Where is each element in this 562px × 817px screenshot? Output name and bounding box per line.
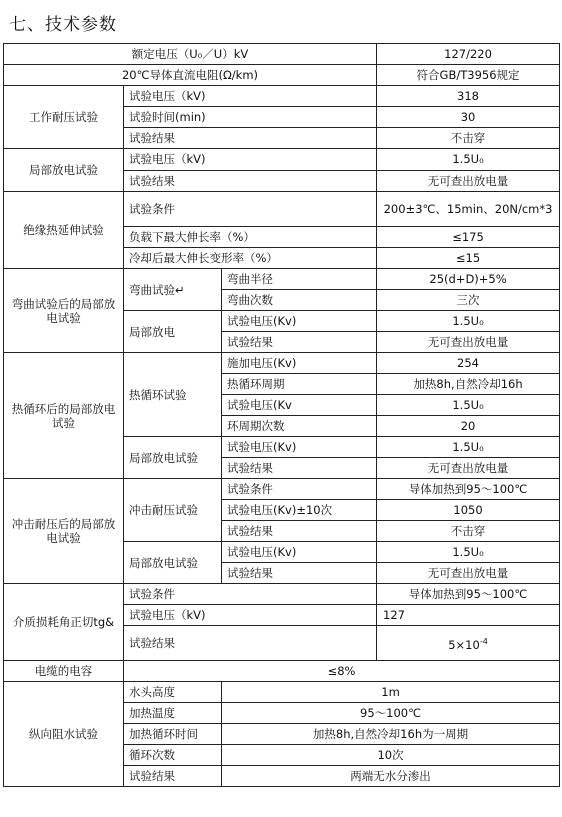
cell-label: 弯曲次数 [222,290,377,311]
cell-label: 试验结果 [222,332,377,353]
cell-value: 无可查出放电量 [377,458,560,479]
capacitance-label: 电缆的电容 [4,661,124,682]
table-row [4,86,560,107]
cell-value: 30 [377,107,560,128]
cell-label: 试验时间(min) [124,107,377,128]
cell-value: 无可查出放电量 [377,332,560,353]
cell-label: 环周期次数 [222,416,377,437]
cell-label: 试验电压（kV) [124,605,377,626]
partial-discharge-title: 局部放电试验 [4,149,124,192]
dielectric-result-value [377,626,560,661]
cell-label: 试验条件 [222,479,377,500]
cell-label: 试验结果 [222,458,377,479]
cell-label: 冷却后最大伸长变形率（%） [124,248,377,269]
table-row [4,479,560,500]
pd-label: 局部放电试验 [124,437,222,479]
pd-label: 局部放电 [124,311,222,353]
cell-label: 加热循环时间 [124,724,222,745]
cell-value: ≤175 [377,227,560,248]
heat-cycle-title: 热循环后的局部放电试验 [4,353,124,479]
cell-label: 试验结果 [124,626,377,661]
rated-voltage-value: 127/220 [377,44,560,65]
impulse-test-label: 冲击耐压试验 [124,479,222,542]
table-row [4,192,560,227]
cell-value: 95～100℃ [222,703,560,724]
cell-value: 1050 [377,500,560,521]
cell-label: 循环次数 [124,745,222,766]
table-row [4,44,560,65]
rated-voltage-label: 额定电压（U₀／U）kV [4,44,377,65]
table-row [4,682,560,703]
cell-label: 加热温度 [124,703,222,724]
spec-table [3,43,560,787]
dc-resistance-label: 20℃导体直流电阻(Ω/km) [4,65,377,86]
cell-label: 试验电压（kV) [124,149,377,171]
hot-set-title: 绝缘热延伸试验 [4,192,124,269]
result-base: 5×10 [448,637,480,652]
cell-value: 1.5U₀ [377,542,560,563]
table-row [4,269,560,290]
cell-value: 20 [377,416,560,437]
cell-value: 1.5U₀ [377,395,560,416]
cell-label: 试验电压(Kv) [222,437,377,458]
cell-value: 1.5U₀ [377,311,560,332]
impulse-title: 冲击耐压后的局部放电试验 [4,479,124,584]
result-exponent: -4 [479,636,488,646]
cell-value: 1m [222,682,560,703]
dielectric-title: 介质损耗角正切tg& [4,584,124,661]
cell-label: 试验结果 [222,563,377,584]
cell-label: 试验结果 [124,170,377,192]
bending-title: 弯曲试验后的局部放电试验 [4,269,124,353]
cell-value: 127 [377,605,560,626]
cell-value: 1.5U₀ [377,437,560,458]
cell-value: 254 [377,353,560,374]
pd-label: 局部放电试验 [124,542,222,584]
table-row [4,353,560,374]
cell-label: 水头高度 [124,682,222,703]
capacitance-value: ≤8% [124,661,560,682]
cell-value: 加热8h,自然冷却16h [377,374,560,395]
table-row [4,661,560,682]
cell-label: 试验结果 [124,766,222,787]
cell-value: 两端无水分渗出 [222,766,560,787]
table-row [4,65,560,86]
cell-value: 318 [377,86,560,107]
cell-value: 不击穿 [377,128,560,149]
cell-label: 试验电压(Kv) [222,542,377,563]
cell-label: 试验电压（kV) [124,86,377,107]
cell-value: 200±3℃、15min、20N/cm*3 [377,192,560,227]
water-block-title: 纵向阻水试验 [4,682,124,787]
heat-cycle-test-label: 热循环试验 [124,353,222,437]
cell-value: 1.5U₀ [377,149,560,171]
dc-resistance-value: 符合GB/T3956规定 [377,65,560,86]
cell-label: 试验结果 [222,521,377,542]
cell-label: 试验电压(Kv)±10次 [222,500,377,521]
cell-value: ≤15 [377,248,560,269]
cell-label: 试验条件 [124,192,377,227]
cell-label: 施加电压(Kv) [222,353,377,374]
cell-value: 25(d+D)+5% [377,269,560,290]
cell-value: 导体加热到95～100℃ [377,584,560,605]
section-heading: 七、技术参数 [9,15,117,35]
cell-label: 热循环周期 [222,374,377,395]
cell-value: 不击穿 [377,521,560,542]
cell-label: 试验电压(Kv [222,395,377,416]
cell-value: 加热8h,自然冷却16h为一周期 [222,724,560,745]
bend-test-label: 弯曲试验↵ [124,269,222,311]
cell-label: 试验结果 [124,128,377,149]
cell-value: 三次 [377,290,560,311]
cell-label: 负载下最大伸长率（%） [124,227,377,248]
table-row [4,584,560,605]
withstand-title: 工作耐压试验 [4,86,124,149]
table-row [4,149,560,171]
cell-value: 无可查出放电量 [377,170,560,192]
cell-label: 试验电压(Kv) [222,311,377,332]
cell-label: 试验条件 [124,584,377,605]
cell-value: 无可查出放电量 [377,563,560,584]
cell-value: 导体加热到95～100℃ [377,479,560,500]
cell-label: 弯曲半径 [222,269,377,290]
cell-value: 10次 [222,745,560,766]
